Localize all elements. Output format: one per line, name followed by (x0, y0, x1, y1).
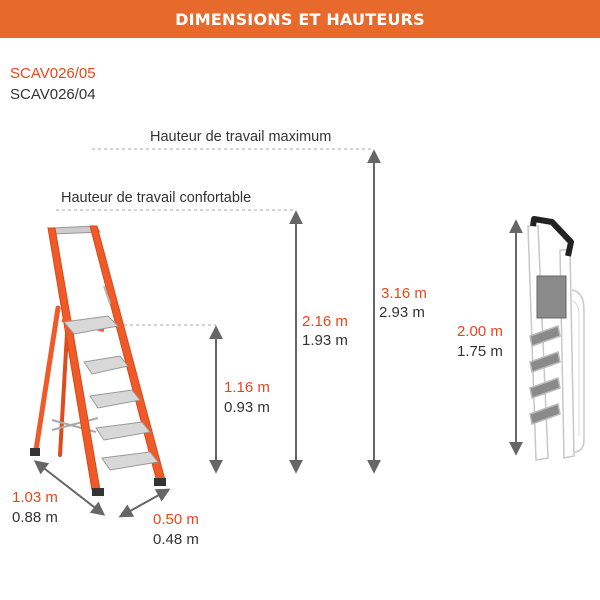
max-height-value-primary: 3.16 m (381, 285, 427, 302)
platform-height-value-primary: 1.16 m (224, 379, 270, 396)
front-stile-left (48, 228, 100, 490)
comfort-height-value-primary: 2.16 m (302, 313, 348, 330)
step-4 (102, 452, 158, 470)
ladder-unfolded-illustration (30, 226, 166, 496)
header-title: DIMENSIONS ET HAUTEURS (175, 9, 425, 29)
platform-step (64, 316, 118, 334)
step-1 (84, 356, 128, 374)
folded-top-panel (537, 276, 566, 318)
front-stile-right (90, 226, 165, 482)
max-height-value-secondary: 2.93 m (379, 304, 425, 321)
base-width-value-secondary: 0.48 m (153, 531, 199, 548)
comfort-height-value-secondary: 1.93 m (302, 332, 348, 349)
base-depth-value-primary: 1.03 m (12, 489, 58, 506)
folded-height-value-secondary: 1.75 m (457, 343, 503, 360)
foot-front-right (154, 478, 166, 486)
base-depth-value-secondary: 0.88 m (12, 509, 58, 526)
base-width-value-primary: 0.50 m (153, 511, 199, 528)
comfort-working-height-caption: Hauteur de travail confortable (61, 190, 252, 206)
foot-back (30, 448, 40, 456)
cross-brace (52, 418, 98, 430)
model-code-secondary: SCAV026/04 (10, 86, 96, 103)
max-working-height-caption: Hauteur de travail maximum (150, 129, 332, 145)
foot-front-left (92, 488, 104, 496)
model-code-primary: SCAV026/05 (10, 65, 96, 82)
step-3 (96, 422, 150, 440)
step-2 (90, 390, 140, 408)
folded-height-value-primary: 2.00 m (457, 323, 503, 340)
platform-height-value-secondary: 0.93 m (224, 399, 270, 416)
ladder-folded-illustration (528, 219, 584, 460)
